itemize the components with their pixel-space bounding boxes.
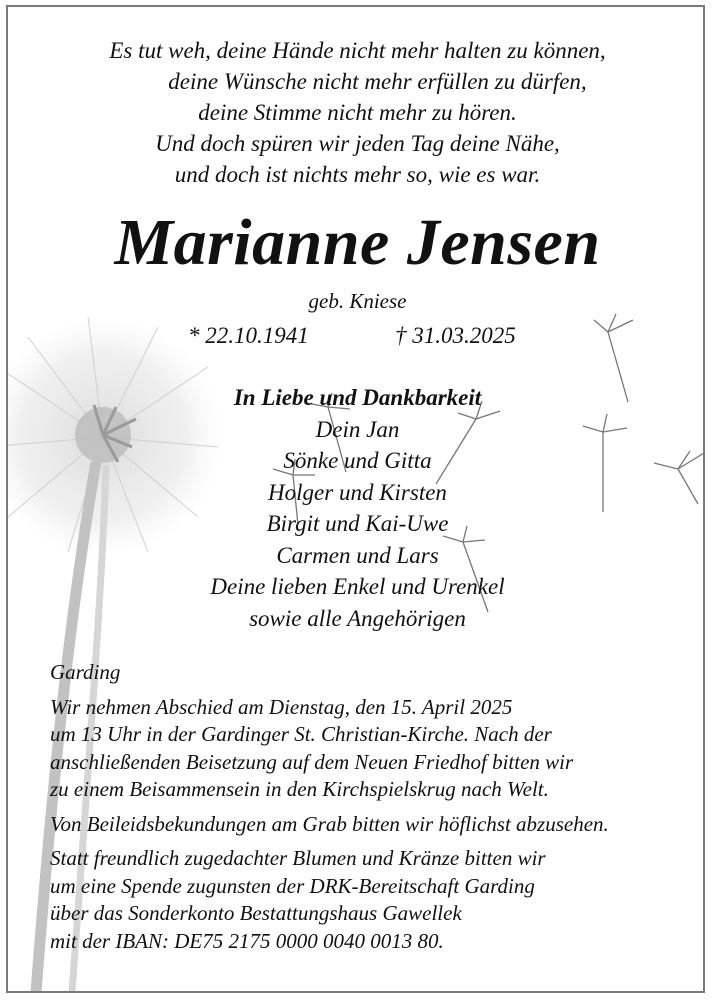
- funeral-announcement: [50, 694, 690, 804]
- poem-line: Es tut weh, deine Hände nicht mehr halten zu können,: [109, 38, 606, 63]
- donation-iban: mit der IBAN: DE75 2175 0000 0040 0013 80.: [50, 928, 444, 953]
- place-name: Garding: [50, 660, 121, 684]
- funeral-line: um 13 Uhr in der Gardinger St. Christian-Kirche. Nach der: [50, 722, 552, 746]
- mourners-heading: In Liebe und Dankbarkeit: [233, 385, 482, 410]
- mourner-name: Dein Jan: [315, 416, 400, 442]
- condolence-note: Von Beileidsbekundungen am Grab bitten wir höflichst abzusehen.: [50, 811, 609, 836]
- mourner-name: Birgit und Kai-Uwe: [266, 511, 449, 536]
- donation-line: Statt freundlich zugedachter Blumen und Kränze bitten wir: [50, 846, 546, 870]
- deceased-name: Marianne Jensen: [114, 206, 601, 279]
- mourner-name: Deine lieben Enkel und Urenkel: [210, 574, 505, 599]
- funeral-line: zu einem Beisammensein in den Kirchspielskrug nach Welt.: [50, 777, 549, 801]
- mourners-list: [8, 382, 705, 634]
- donation-line: um eine Spende zugunsten der DRK-Bereitschaft Garding: [50, 873, 535, 898]
- donation-line: über das Sonderkonto Bestattungshaus Gawellek: [50, 901, 462, 925]
- donation-request: [50, 845, 690, 955]
- mourner-name: Carmen und Lars: [276, 542, 439, 568]
- poem-verse: [8, 35, 705, 190]
- obituary-card: [6, 5, 705, 993]
- funeral-line: anschließenden Beisetzung auf dem Neuen Friedhof bitten wir: [50, 749, 574, 774]
- mourner-name: Holger und Kirsten: [268, 479, 447, 505]
- poem-line: deine Wünsche nicht mehr erfüllen zu dürfen,: [168, 69, 587, 94]
- birth-date: * 22.10.1941: [188, 323, 309, 348]
- funeral-details: [50, 659, 690, 955]
- poem-line: Und doch spüren wir jeden Tag deine Nähe,: [155, 131, 560, 156]
- birth-name: geb. Kniese: [308, 289, 407, 313]
- mourner-name: sowie alle Angehörigen: [249, 605, 466, 631]
- death-date: † 31.03.2025: [395, 323, 516, 348]
- mourner-name: Sönke und Gitta: [283, 448, 432, 473]
- funeral-line: Wir nehmen Abschied am Dienstag, den 15. April 2025: [50, 694, 513, 719]
- poem-line: deine Stimme nicht mehr zu hören.: [198, 100, 517, 125]
- poem-line: und doch ist nichts mehr so, wie es war.: [174, 162, 541, 187]
